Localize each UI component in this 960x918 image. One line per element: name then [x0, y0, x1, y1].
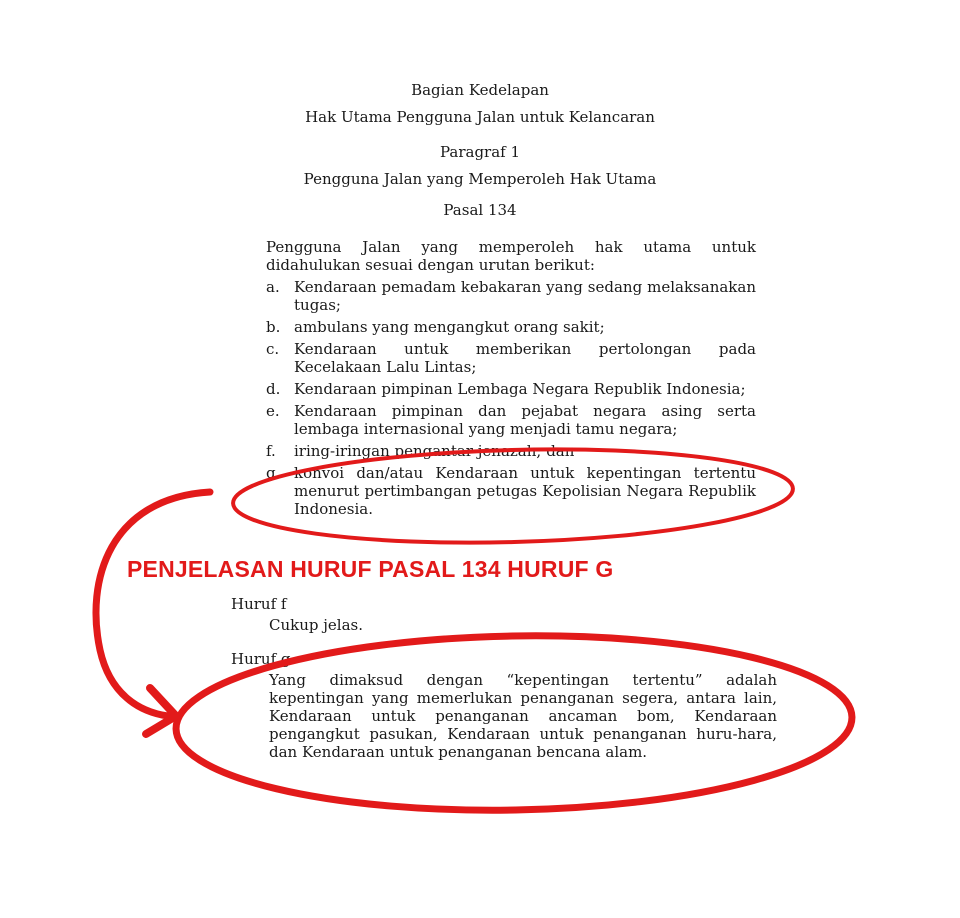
huruf-g-label: Huruf g: [231, 650, 291, 668]
list-item: [266, 464, 756, 518]
item-letter: d.: [266, 380, 281, 398]
priority-list: [266, 278, 756, 522]
item-text: iring-iringan pengantar jenazah; dan: [294, 442, 575, 460]
annotation-heading: PENJELASAN HURUF PASAL 134 HURUF G: [127, 556, 614, 582]
huruf-g-text: Yang dimaksud dengan “kepentingan tertentu” adalah kepentingan yang memerlukan penanganan segera, antara lain, Kendaraan untuk penanganan ancaman bom, Kendaraan pengangkut pasukan, Kendaraan untuk penanganan huru-hara, dan Kendaraan untuk penanganan bencana alam.: [269, 671, 777, 761]
huruf-f-text: Cukup jelas.: [269, 616, 363, 634]
list-item: [266, 402, 756, 438]
list-item: [266, 442, 756, 460]
paragraph-heading: Paragraf 1: [439, 143, 521, 161]
article-heading: Pasal 134: [443, 201, 517, 219]
item-letter: g.: [266, 464, 281, 482]
list-item: [266, 318, 756, 336]
item-letter: f.: [266, 442, 276, 460]
list-item: [266, 278, 756, 314]
item-letter: a.: [266, 278, 280, 296]
paragraph-title: Pengguna Jalan yang Memperoleh Hak Utama: [303, 170, 657, 188]
item-text: Kendaraan pimpinan Lembaga Negara Republik Indonesia;: [294, 380, 746, 398]
item-text: Kendaraan pimpinan dan pejabat negara asing serta lembaga internasional yang menjadi tamu negara;: [294, 402, 756, 438]
item-text: Kendaraan pemadam kebakaran yang sedang melaksanakan tugas;: [294, 278, 756, 314]
item-letter: e.: [266, 402, 280, 420]
huruf-f-label: Huruf f: [231, 595, 287, 613]
item-text: ambulans yang mengangkut orang sakit;: [294, 318, 605, 336]
item-text: konvoi dan/atau Kendaraan untuk kepentingan tertentu menurut pertimbangan petugas Kepolisian Negara Republik Indonesia.: [294, 464, 756, 518]
list-item: [266, 380, 756, 398]
article-intro: Pengguna Jalan yang memperoleh hak utama untuk didahulukan sesuai dengan urutan berikut:: [266, 238, 756, 274]
arrow-head-icon: [146, 688, 176, 734]
item-text: Kendaraan untuk memberikan pertolongan pada Kecelakaan Lalu Lintas;: [294, 340, 756, 376]
list-item: [266, 340, 756, 376]
section-heading: Bagian Kedelapan: [411, 81, 549, 99]
arrow-curve: [96, 492, 210, 716]
item-letter: b.: [266, 318, 281, 336]
item-letter: c.: [266, 340, 280, 358]
section-title: Hak Utama Pengguna Jalan untuk Kelancaran: [305, 108, 655, 126]
